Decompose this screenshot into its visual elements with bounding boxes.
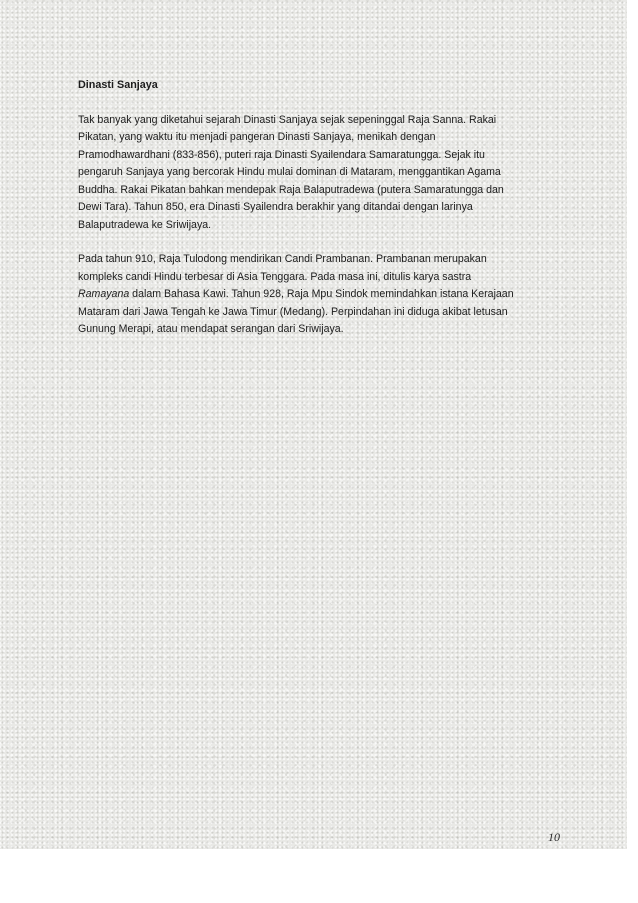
- paragraph-line: Balaputradewa ke Sriwijaya.: [78, 218, 212, 231]
- page-number: 10: [548, 830, 560, 844]
- section-heading: Dinasti Sanjaya: [78, 79, 158, 91]
- paragraph-line: Pikatan, yang waktu itu menjadi pangeran Dinasti Sanjaya, menikah dengan: [78, 131, 436, 143]
- paragraph-1: [78, 112, 568, 235]
- paragraph-line: Buddha. Rakai Pikatan bahkan mendepak Raja Balaputradewa (putera Samaratungga dan: [78, 183, 504, 196]
- ramayana-title: Ramayana: [78, 288, 130, 300]
- paragraph-text: dalam Bahasa Kawi. Tahun 928, Raja Mpu Sindok memindahkan istana Kerajaan: [129, 288, 514, 300]
- paragraph-line: Gunung Merapi, atau mendapat serangan dari Sriwijaya.: [78, 323, 344, 335]
- paragraph-line: kompleks candi Hindu terbesar di Asia Tenggara. Pada masa ini, ditulis karya sastra: [78, 270, 472, 283]
- paragraph-line: Pada tahun 910, Raja Tulodong mendirikan Candi Prambanan. Prambanan merupakan: [78, 253, 487, 265]
- document-body: [78, 77, 568, 356]
- paragraph-line: pengaruh Sanjaya yang bercorak Hindu mulai dominan di Mataram, menggantikan Agama: [78, 166, 501, 178]
- paragraph-2: [78, 251, 568, 339]
- paragraph-line: Tak banyak yang diketahui sejarah Dinasti Sanjaya sejak sepeninggal Raja Sanna. Rakai: [78, 113, 497, 126]
- paragraph-line: Mataram dari Jawa Tengah ke Jawa Timur (Medang). Perpindahan ini diduga akibat letusan: [78, 305, 508, 318]
- paragraph-line: [78, 286, 568, 304]
- paragraph-line: Pramodhawardhani (833-856), puteri raja Dinasti Syailendara Samaratungga. Sejak itu: [78, 148, 485, 161]
- paragraph-line: Dewi Tara). Tahun 850, era Dinasti Syailendra berakhir yang ditandai dengan larinya: [78, 201, 473, 213]
